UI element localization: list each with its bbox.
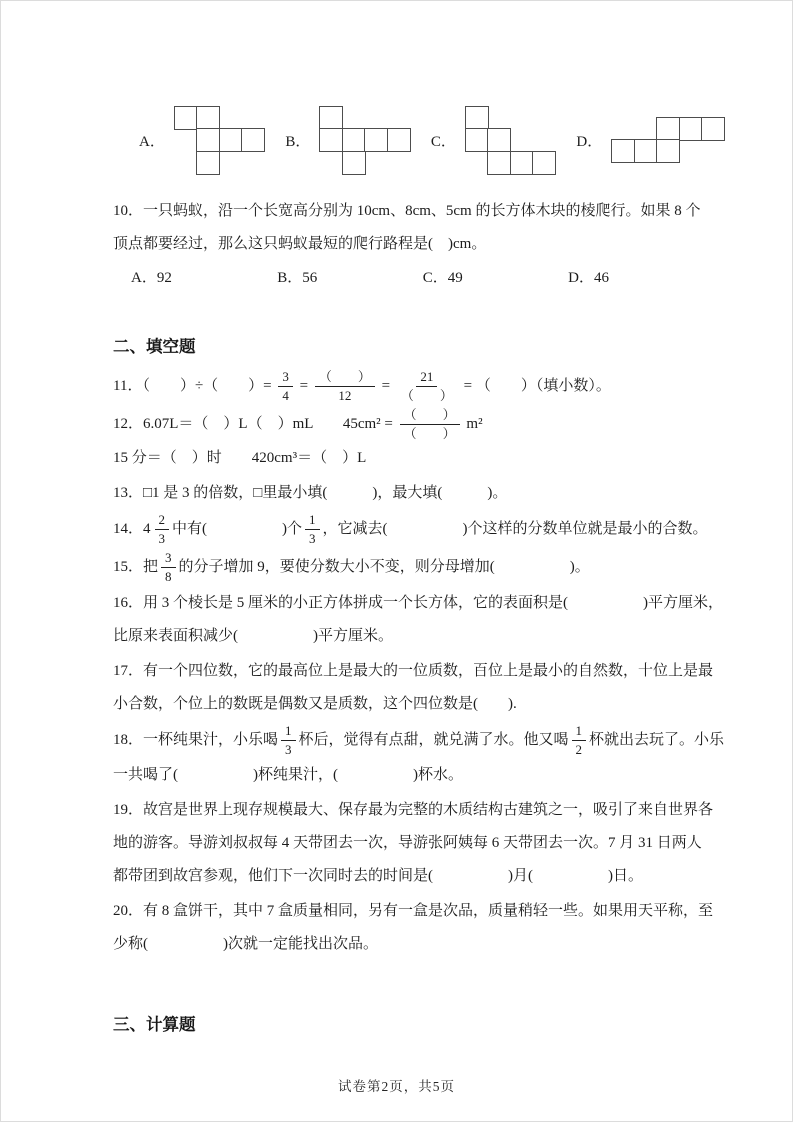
question-19: [113, 794, 756, 893]
question-18-line-2: [113, 759, 756, 792]
net-square: [487, 151, 511, 175]
text-run: 杯就出去玩了。小乐: [589, 732, 725, 749]
text-run: m²: [462, 415, 483, 432]
text-run: 一共喝了( )杯纯果汁，( )杯水。: [113, 766, 463, 783]
net-square: [196, 128, 220, 152]
text-run: 20．有 8 盒饼干，其中 7 盒质量相同，另有一盒是次品，质量稍轻一些。如果用天平称，至: [113, 902, 714, 919]
text-run: 18．一杯纯果汁，小乐喝: [113, 732, 279, 749]
text-run: 16．用 3 个棱长是 5 厘米的小正方体拼成一个长方体，它的表面积是( )平方厘米，: [113, 595, 723, 611]
net-square: [656, 139, 680, 163]
question-19-line-1: [113, 794, 756, 827]
section-heading-calculation: 三、计算题: [113, 1015, 196, 1034]
text-run: 杯后，觉得有点甜，就兑满了水。他又喝: [298, 732, 569, 749]
text-run: 中有( )个: [172, 521, 303, 538]
text-run: 都带团到故宫参观，他们下一次同时去的时间是( )月( )日。: [113, 867, 643, 884]
question-17-line-2: [113, 688, 756, 721]
question-15-line-1: [113, 550, 756, 586]
fraction-numerator: 3: [278, 369, 293, 387]
fraction-denominator: 4: [282, 388, 289, 404]
net-square: [656, 117, 680, 141]
net-square: [342, 128, 366, 152]
question-12: [113, 407, 756, 476]
net-square: [241, 128, 265, 152]
text-run: 15．把: [113, 558, 159, 575]
section-heading-fill-in: 二、填空题: [113, 338, 196, 356]
text-run: 地的游客。导游刘叔叔每 4 天带团去一次，导游张阿姨每 6 天带团去一次。7 月 31 日两人: [113, 834, 702, 851]
net-square: [510, 151, 534, 175]
text-run: =: [377, 378, 394, 395]
net-square: [465, 128, 489, 152]
question-15: [113, 550, 756, 586]
net-square: [319, 106, 343, 130]
question-14: [113, 512, 756, 548]
net-square: [611, 139, 635, 163]
text-run: =: [295, 378, 312, 395]
question-18-line-1: [113, 723, 756, 759]
net-square: [219, 128, 243, 152]
question-10-line-2: 顶点都要经过，那么这只蚂蚁最短的爬行路程是( )cm。: [113, 236, 487, 252]
text-run: 比原来表面积减少( )平方厘米。: [113, 628, 393, 644]
question-18: [113, 723, 756, 792]
fraction: [155, 512, 170, 548]
choice-d: D．46: [568, 270, 609, 286]
cube-net-option-label-d: D．: [576, 133, 603, 150]
choice-c: C．49: [422, 270, 463, 286]
question-13-line-1: [113, 477, 756, 510]
question-19-line-3: [113, 860, 756, 893]
fraction: [315, 369, 375, 405]
fraction-numerator: 2: [155, 512, 170, 530]
text-run: 14．: [113, 521, 144, 538]
net-square: [364, 128, 388, 152]
fraction-denominator: （ ）: [400, 388, 453, 404]
text-run: 19．故宫是世界上现存规模最大、保存最为完整的木质结构古建筑之一，吸引了来自世界各: [113, 801, 714, 818]
fraction-numerator: 1: [281, 723, 296, 741]
fraction-denominator: 3: [285, 742, 292, 758]
question-17-line-1: [113, 655, 756, 688]
question-20: [113, 895, 756, 961]
fraction-denominator: 8: [165, 568, 172, 584]
net-square: [532, 151, 556, 175]
cube-net-option-label-b: B．: [285, 133, 311, 150]
fraction-numerator: 3: [161, 550, 176, 568]
question-14-line-1: [113, 512, 756, 548]
mixed-number: [143, 512, 172, 548]
question-11: [113, 369, 756, 405]
net-square: [342, 151, 366, 175]
cube-net-figure-c: [465, 106, 557, 175]
question-16-line-1: [113, 587, 756, 620]
question-12-line-2: [113, 442, 756, 475]
net-square: [465, 106, 489, 130]
question-10: [113, 195, 756, 295]
choice-b: B．56: [277, 270, 318, 286]
cube-net-option-a: [139, 106, 265, 175]
net-square: [387, 128, 411, 152]
text-run: 小合数，个位上的数既是偶数又是质数，这个四位数是( ).: [113, 696, 517, 712]
fraction-numerator: （ ）: [315, 369, 375, 387]
fraction-denominator: （ ）: [403, 425, 456, 441]
fraction-numerator: 1: [572, 723, 587, 741]
fraction-numerator: （ ）: [400, 407, 460, 425]
mixed-number-whole: 4: [143, 521, 151, 538]
text-run: 少称( )次就一定能找出次品。: [113, 935, 378, 952]
cube-net-option-b: [285, 106, 411, 175]
question-11-line-1: [113, 369, 756, 405]
net-square: [679, 117, 703, 141]
fraction-numerator: 21: [416, 369, 437, 387]
question-20-line-1: [113, 895, 756, 928]
net-square: [634, 139, 658, 163]
fraction-denominator: 3: [158, 531, 166, 547]
question-16: [113, 587, 756, 653]
fraction: [572, 723, 587, 759]
choice-a: A．92: [131, 270, 172, 286]
text-run: 15 分＝（ ）时 420cm³＝（ ）L: [113, 450, 367, 466]
fraction: [305, 512, 320, 548]
fraction: [281, 723, 296, 759]
text-run: 的分子增加 9，要使分数大小不变，则分母增加( )。: [178, 558, 590, 575]
text-run: 12．6.07L＝（ ）L（ ）mL 45cm² =: [113, 415, 397, 432]
text-run: ，它减去( )个这样的分数单位就是最小的合数。: [322, 521, 708, 538]
net-square: [196, 106, 220, 130]
fraction-denominator: 12: [338, 388, 352, 404]
text-run: = （ ）（填小数）。: [459, 378, 611, 395]
fraction-numerator: 1: [305, 512, 320, 530]
question-10-line-1: 10．一只蚂蚁，沿一个长宽高分别为 10cm、8cm、5cm 的长方体木块的棱爬行。如果 8 个: [113, 203, 701, 219]
net-square: [701, 117, 725, 141]
question-16-line-2: [113, 620, 756, 653]
net-square: [319, 128, 343, 152]
fill-in-questions: [113, 369, 756, 961]
net-square: [196, 151, 220, 175]
page-footer: 试卷第2页，共5页: [338, 1079, 455, 1094]
cube-net-options-row: [139, 97, 756, 183]
cube-net-figure-d: [611, 117, 725, 164]
cube-net-option-label-c: C．: [430, 133, 456, 150]
text-run: 13．□1 是 3 的倍数，□里最小填( )，最大填( )。: [113, 485, 508, 501]
text-run: 17．有一个四位数，它的最高位上是最大的一位质数，百位上是最小的自然数，十位上是最: [113, 663, 714, 679]
net-square: [174, 106, 198, 130]
fraction: [278, 369, 293, 405]
fraction-denominator: 2: [575, 742, 583, 758]
cube-net-option-label-a: A．: [139, 133, 165, 150]
question-10-choices: [113, 261, 609, 295]
cube-net-option-c: [431, 106, 557, 175]
question-19-line-2: [113, 827, 756, 860]
fraction-denominator: 3: [309, 531, 316, 547]
cube-net-option-d: [576, 117, 725, 164]
question-12-line-1: [113, 407, 756, 443]
fraction: [400, 407, 460, 443]
cube-net-figure-a: [174, 106, 266, 175]
question-20-line-2: [113, 928, 756, 961]
fraction: [161, 550, 176, 586]
text-run: 11．（ ）÷（ ）=: [113, 378, 276, 395]
question-17: [113, 655, 756, 721]
net-square: [487, 128, 511, 152]
question-13: [113, 477, 756, 510]
cube-net-figure-b: [319, 106, 411, 175]
fraction: [397, 369, 457, 405]
